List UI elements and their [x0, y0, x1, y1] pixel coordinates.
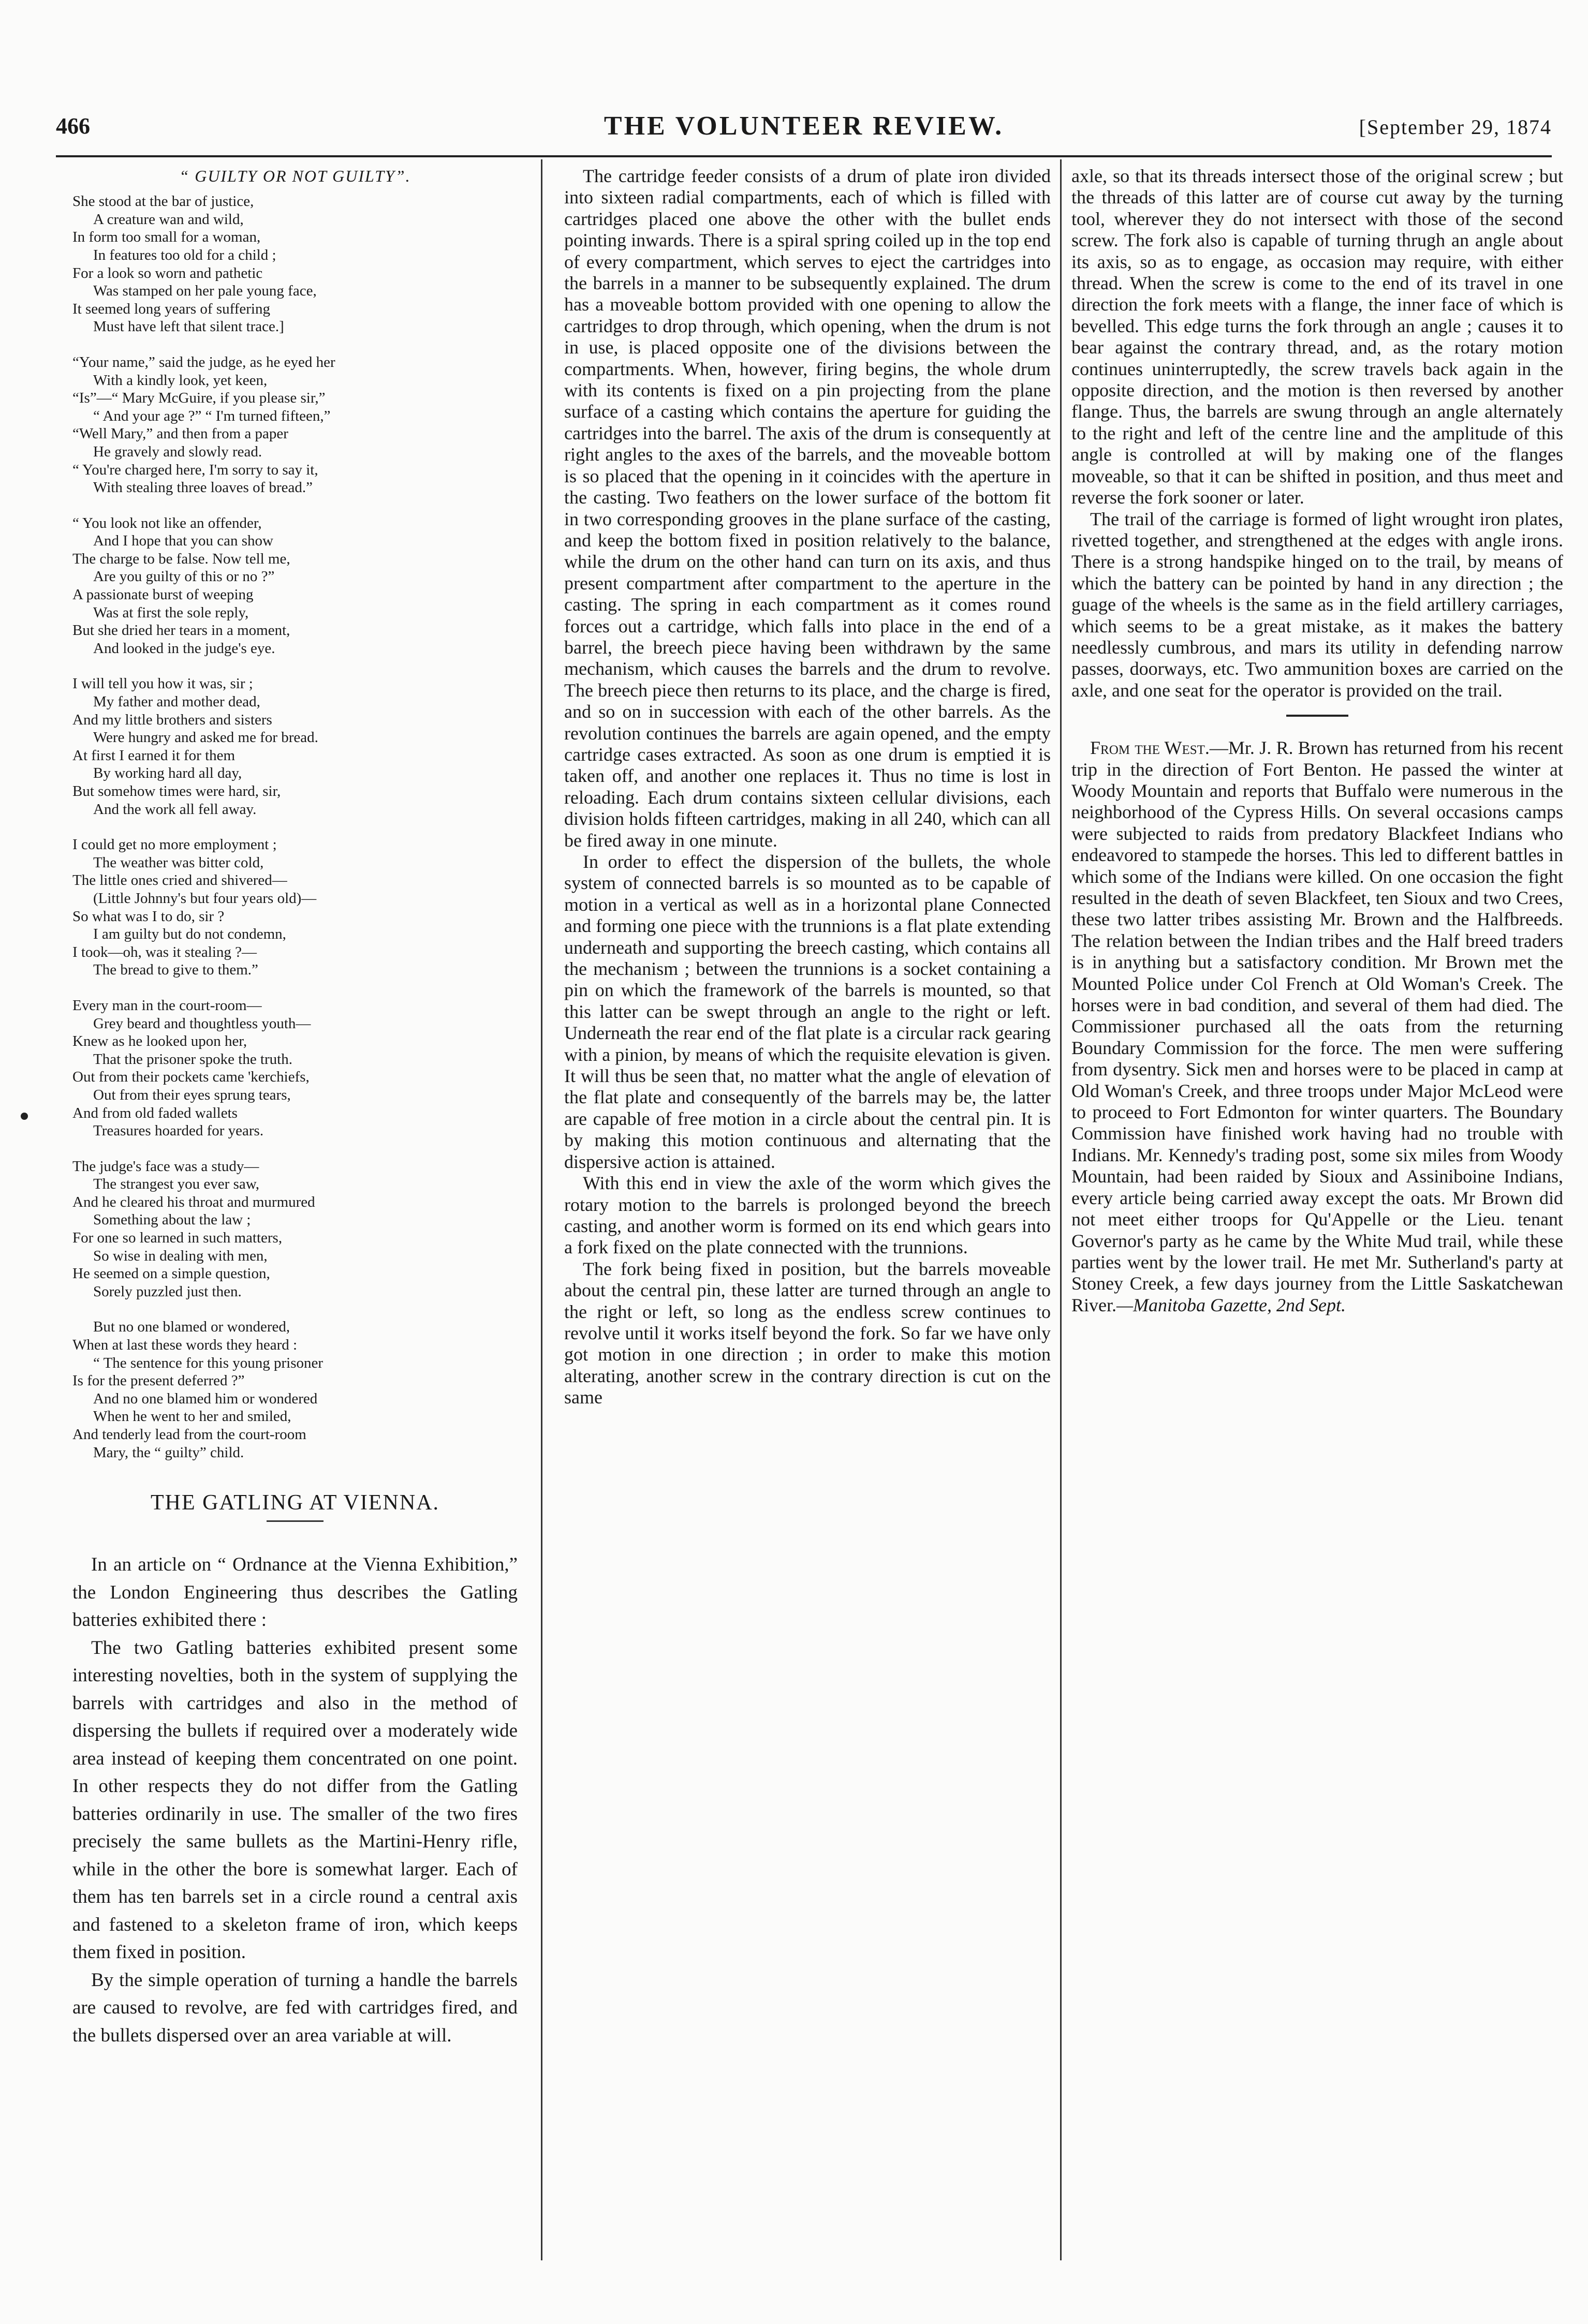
column-2 [564, 166, 1051, 1409]
poem-line: It seemed long years of suffering [72, 300, 270, 317]
poem-line: He gravely and slowly read. [93, 443, 262, 460]
article-paragraph: The two Gatling batteries exhibited present some interesting novelties, both in the system of supplying the barrels with cartridges and also in the method of dispersing the bullets if required over a moderately wide area instead of keeping them concentrated on one point. In other respects they do not differ from the Gatling batteries ordinarily in use. The smaller of the two fires precisely the same bullets as the Martini-Henry rifle, while in the other the bore is somewhat larger. Each of them has ten barrels set in a circle round a central axis and fastened to a skeleton frame of iron, which keeps them fixed in position. [72, 1637, 518, 1963]
poem-line: Treasures hoarded for years. [93, 1122, 264, 1139]
poem-stanza [72, 514, 518, 658]
poem-line: The strangest you ever saw, [93, 1176, 260, 1193]
margin-dot [21, 1113, 28, 1120]
poem-stanza [72, 353, 518, 497]
poem-line: With stealing three loaves of bread.” [93, 479, 313, 496]
poem-line: A passionate burst of weeping [72, 586, 254, 603]
poem-line: And I hope that you can show [93, 532, 273, 550]
poem-line: In form too small for a woman, [72, 229, 261, 246]
poem-stanza [72, 1158, 518, 1301]
article-west-text: —Mr. J. R. Brown has returned from his recent trip in the direction of Fort Benton. He passed the winter at Woody Mountain and reports that Buffalo were numerous in the neighborhood of the Cypress Hills. On several occasions camps were subjected to raids from predatory Blackfeet Indians who endeavored to stampede the horses. This led to different battles in which some of the Indians were killed. On one occasion the fight resulted in the death of seven Blackfeet, ten Sioux and two Crees, these two latter tribes assisting Mr. Brown and the Halfbreeds. The relation between the Indian tribes and the Half breed traders is in anything but a satisfactory condition. Mr Brown met the Mounted Police under Col French at Old Woman's Creek. The horses were in bad condition, and several of them had died. The Commissioner purchased all the oats from the returning Boundary Commission for the force. The men were suffering from dysentry. Sick men and horses were to be placed in camp at Old Woman's Creek, and three troops under Major McLeod were to proceed to Fort Edmonton for winter quarters. The Boundary Commission have finished work having had no trouble with Indians. Mr. Kennedy's trading post, some six miles from Woody Mountain, had been raided by Sioux and Assiniboine Indians, every article being carried away except the oats. Mr Brown did not meet either troops for Qu'Appelle or the Lieu. tenant Governor's party as he came by the White Mud trail, while these parties went by the lower trail. He met Mr. Sutherland's party at Stoney Creek, a few days journey from the Little Saskatchewan River. [1071, 737, 1563, 1315]
article-title: THE GATLING AT VIENNA. [150, 1491, 440, 1515]
poem-line: A creature wan and wild, [93, 211, 244, 228]
poem-line: When at last these words they heard : [72, 1337, 298, 1354]
poem-line: So wise in dealing with men, [93, 1247, 268, 1264]
poem-line: When he went to her and smiled, [93, 1408, 291, 1425]
masthead-title: THE VOLUNTEER REVIEW. [604, 111, 1004, 141]
poem-line: And my little brothers and sisters [72, 711, 272, 728]
poem-line: Out from their eyes sprung tears, [93, 1086, 291, 1103]
page-number: 466 [56, 113, 90, 139]
article-west-lead: From the West. [1090, 737, 1210, 759]
article-paragraph: The fork being fixed in position, but the barrels moveable about the central pin, these latter are turned through an angle to the right or left, so long as the endless screw continues to revolve until it works itself beyond the fork. So far we have only got motion in one direction ; in order to make this motion alterating, another screw in the contrary direction is cut on the same [564, 1258, 1051, 1408]
poem-line: And from old faded wallets [72, 1104, 238, 1121]
article-paragraph: With this end in view the axle of the worm which gives the rotary motion to the barrels is prolonged beyond the breech casting, and another worm is formed on its end which gears into a fork fixed on the plate connected with the trunnions. [564, 1173, 1051, 1258]
poem-line: “Is”—“ Mary McGuire, if you please sir,” [72, 390, 326, 407]
poem-line: With a kindly look, yet keen, [93, 372, 268, 389]
poem-line: My father and mother dead, [93, 693, 260, 710]
poem-line: “Well Mary,” and then from a paper [72, 425, 288, 442]
poem-line: I am guilty but do not condemn, [93, 926, 286, 943]
poem-line: And no one blamed him or wondered [93, 1390, 318, 1407]
poem-line: Are you guilty of this or no ?” [93, 568, 275, 585]
poem-line: Is for the present deferred ?” [72, 1372, 245, 1389]
article-paragraph: By the simple operation of turning a handle the barrels are caused to revolve, are fed with cartridges fired, and the bullets dispersed over an area variable at will. [72, 1969, 518, 2046]
poem-line: Mary, the “ guilty” child. [93, 1444, 244, 1461]
section-divider [1286, 715, 1348, 717]
poem-line: But no one blamed or wondered, [93, 1319, 290, 1336]
poem-line: Grey beard and thoughtless youth— [93, 1015, 311, 1032]
column-divider [541, 159, 542, 2260]
poem-line: And tenderly lead from the court-room [72, 1426, 306, 1443]
poem-line: And he cleared his throat and murmured [72, 1193, 315, 1210]
poem-line: Must have left that silent trace.] [93, 318, 284, 335]
poem-line: “ The sentence for this young prisoner [93, 1354, 324, 1371]
poem-line: (Little Johnny's but four years old)— [93, 890, 317, 907]
article-west-source: —Manitoba Gazette, 2nd Sept. [1116, 1294, 1346, 1315]
poem-line: Was stamped on her pale young face, [93, 283, 317, 300]
poem-line: By working hard all day, [93, 765, 242, 782]
poem-line: Out from their pockets came 'kerchiefs, [72, 1069, 310, 1086]
poem-line: Every man in the court-room— [72, 997, 262, 1014]
poem-line: “Your name,” said the judge, as he eyed her [72, 353, 335, 371]
article-gatling-part-1 [72, 1551, 518, 2049]
poem-stanza [72, 193, 518, 336]
poem-line: Was at first the sole reply, [93, 604, 249, 621]
column-divider [1060, 159, 1062, 2260]
poem-line: The little ones cried and shivered— [72, 872, 287, 889]
poem-stanza [72, 675, 518, 818]
poem-line: I will tell you how it was, sir ; [72, 675, 253, 692]
poem-line: “ You look not like an offender, [72, 514, 262, 531]
poem-line: The judge's face was a study— [72, 1158, 259, 1175]
poem-line: The weather was bitter cold, [93, 854, 264, 871]
article-gatling-part-3 [1071, 166, 1563, 701]
article-paragraph: axle, so that its threads intersect those of the original screw ; but the threads of this latter are of course cut away by the turning tool, wherever they do not intersect with those of the second screw. The fork also is capable of turning thrugh an angle about its axis, so as to engage, as occasion may require, with either thread. When the screw is come to the end of its travel in one direction the fork meets with a flange, the inner face of which is bevelled. This edge turns the fork through an angle ; causes it to bear against the contrary thread, and, as the rotary motion continues uninterruptedly, the screw travels back again in the opposite direction, and the motion is then reversed by another flange. Thus, the barrels are swung through an angle alternately to the right and left of the centre line and the amplitude of this angle is controlled at will by making one of the flanges moveable, so that it can be shifted in position, and thus meet and reverse the fork sooner or later. [1071, 166, 1563, 508]
poem-line: “ And your age ?” “ I'm turned fifteen,” [93, 407, 331, 424]
poem-line: “ You're charged here, I'm sorry to say it, [72, 461, 318, 478]
poem-title: “ GUILTY OR NOT GUILTY”. [179, 167, 411, 185]
article-paragraph: In order to effect the dispersion of the bullets, the whole system of connected barrels is so mounted as to be capable of motion in a vertical as well as in a horizontal plane Connected and forming one piece with the trunnions is a flat plate extending underneath and supporting the breech casting, which contains all the mechanism ; between the trunnions is a socket containing a pin on which the framework of the barrels is mounted, so that this latter can be swept through an angle to the right or left. Underneath the rear end of the flat plate is a circular rack gearing with a pinion, by means of which the requisite elevation is given. It will thus be seen that, no matter what the angle of elevation of the flat plate and consequently of the barrels may be, the latter are capable of free motion in a circle about the central pin. It is by making this motion continuous and alternating that the dispersive action is attained. [564, 851, 1051, 1172]
poem-line: And the work all fell away. [93, 801, 257, 818]
poem-line: I took—oh, was it stealing ?— [72, 943, 257, 960]
poem-line: So what was I to do, sir ? [72, 908, 225, 925]
poem-line: At first I earned it for them [72, 747, 236, 764]
page-header [56, 109, 1552, 155]
poem-body [72, 193, 518, 1461]
poem-line: And looked in the judge's eye. [93, 640, 275, 657]
poem-line: Sorely puzzled just then. [93, 1283, 242, 1300]
poem-stanza [72, 997, 518, 1140]
poem-line: The bread to give to them.” [93, 961, 258, 979]
poem-line: The charge to be false. Now tell me, [72, 550, 290, 567]
poem-line: But she dried her tears in a moment, [72, 622, 290, 639]
article-west [1071, 737, 1563, 1316]
column-1 [72, 166, 518, 2049]
poem-stanza [72, 836, 518, 979]
article-gatling-part-2 [564, 166, 1051, 1409]
poem-line: Something about the law ; [93, 1211, 251, 1228]
poem-line: I could get no more employment ; [72, 836, 277, 853]
poem-stanza [72, 1318, 518, 1461]
title-rule [267, 1520, 324, 1522]
poem-line: Knew as he looked upon her, [72, 1033, 247, 1050]
poem-line: For a look so worn and pathetic [72, 264, 263, 282]
column-3 [1071, 166, 1563, 1316]
article-paragraph: The trail of the carriage is formed of light wrought iron plates, rivetted together, and strengthened at the edges with angle irons. There is a strong handspike hinged on to the trail, by means of which the battery can be pointed by hand in any direction ; the guage of the wheels is the same as in the field artillery carriages, which seems to be a great mistake, as it makes the battery needlessly cumbrous, and mars its utility in defending narrow passes, doorways, etc. Two ammunition boxes are carried on the axle, and one seat for the operator is provided on the trail. [1071, 508, 1563, 701]
poem-line: That the prisoner spoke the truth. [93, 1050, 292, 1068]
issue-date: [September 29, 1874 [1359, 115, 1552, 139]
poem-line: But somehow times were hard, sir, [72, 783, 281, 800]
poem-line: She stood at the bar of justice, [72, 193, 254, 210]
article-paragraph: The cartridge feeder consists of a drum of plate iron divided into sixteen radial compartments, each of which is filled with cartridges placed one above the other with the bullet ends pointing inwards. There is a spiral spring coiled up in the top end of every compartment, which serves to eject the cartridges into the barrels in a manner to be subsequently explained. The drum has a moveable bottom provided with one opening to allow the cartridges to drop through, which opening, when the drum is not in use, is placed opposite one of the divisions between the compartments. When, however, firing begins, the whole drum with its contents is fixed on a pin projecting from the plane surface of a casting which contains the aperture for guiding the cartridges into the barrel. The axis of the drum is consequently at right angles to the axes of the barrels, and the moveable bottom is so placed that the opening in it coincides with the aperture in the casting. Two feathers on the lower surface of the bottom fit in two corresponding grooves in the plane surface of the casting, and keep the bottom fixed in position relatively to the balance, while the drum on the other hand can turn on its axis, and thus present compartment after compartment to the aperture in the casting. The spring in each compartment as it comes round forces out a cartridge, which falls into place in the end of a barrel, the breech piece having been withdrawn by the same mechanism, which causes the barrels and the drum to revolve. The breech piece then returns to its place, and the charge is fired, and so on in succession with each of the other barrels. As the revolution continues the barrels are again opened, and the empty cartridge cases extracted. As soon as one drum is emptied it is taken off, and another one replaces it. Thus no time is lost in reloading. Each drum contains sixteen cellular divisions, each division holds fifteen cartridges, making in all 240, which can all be fired away in one minute. [564, 166, 1051, 851]
poem-line: He seemed on a simple question, [72, 1265, 270, 1282]
poem-line: For one so learned in such matters, [72, 1230, 283, 1247]
header-rule [56, 155, 1552, 157]
article-paragraph: In an article on “ Ordnance at the Vienna Exhibition,” the London Engineering thus describes the Gatling batteries exhibited there : [72, 1554, 518, 1631]
poem-line: In features too old for a child ; [93, 246, 276, 263]
poem-line: Were hungry and asked me for bread. [93, 729, 318, 746]
